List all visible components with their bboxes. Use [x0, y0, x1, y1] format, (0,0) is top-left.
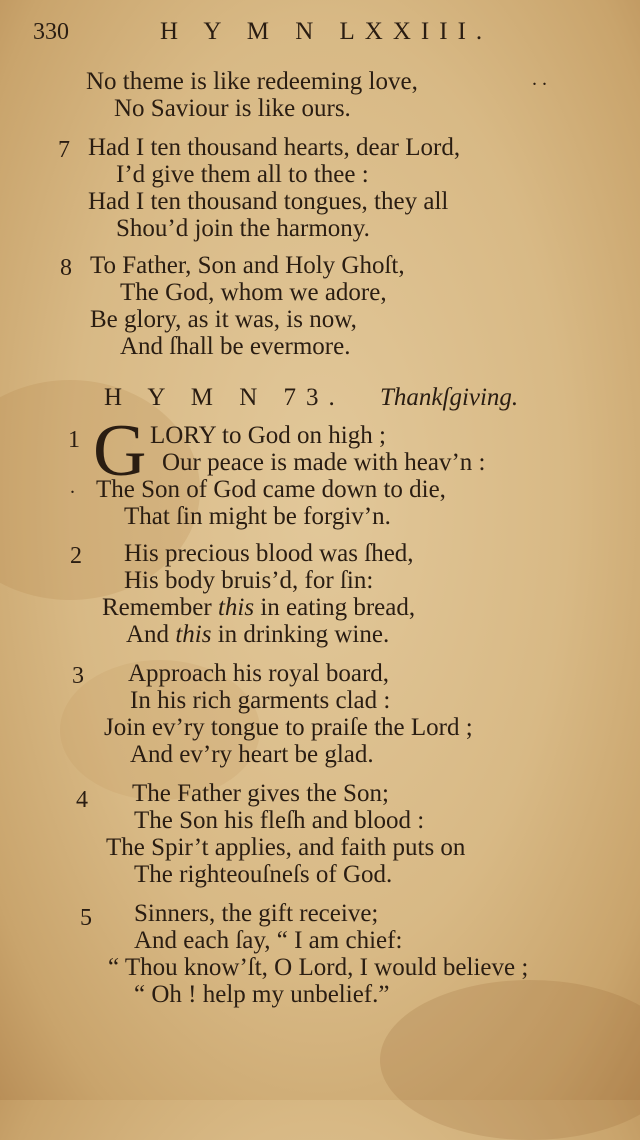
verse-line: And ev’ry heart be glad.	[130, 741, 374, 768]
emphasis-text: this	[175, 621, 212, 648]
stanza-number: 3	[72, 663, 84, 689]
printer-mark: . .	[532, 68, 547, 90]
verse-line	[102, 594, 415, 622]
verse-line: His body bruis’d, for ſin:	[124, 567, 374, 594]
drop-cap: G	[93, 410, 147, 492]
stanza-number: 2	[70, 543, 82, 569]
hymn-subject: Thankſgiving.	[380, 384, 519, 411]
stanza-number: 7	[58, 137, 70, 163]
verse-text: Remember	[102, 594, 218, 621]
stanza-number: 8	[60, 255, 72, 281]
verse-line: LORY to God on high ;	[150, 422, 386, 449]
hymn-heading: H Y M N 73.	[104, 384, 345, 411]
verse-line: Shou’d join the harmony.	[116, 215, 370, 242]
verse-text: in drinking wine.	[211, 621, 390, 648]
verse-line: Be glory, as it was, is now,	[90, 306, 357, 333]
verse-line: His precious blood was ſhed,	[124, 540, 414, 567]
page-number: 330	[33, 19, 69, 45]
emphasis-text: this	[217, 594, 255, 621]
verse-line: Sinners, the gift receive;	[134, 900, 379, 927]
verse-line: “ Thou know’ſt, O Lord, I would believe ;	[108, 954, 529, 981]
stanza-number: 4	[76, 787, 88, 813]
verse-line: The God, whom we adore,	[120, 279, 387, 306]
verse-line: Join ev’ry tongue to praiſe the Lord ;	[104, 714, 473, 741]
verse-line: The Son his fleſh and blood :	[134, 807, 425, 834]
verse-line: And ſhall be evermore.	[120, 333, 351, 360]
stanza-number: 1	[68, 427, 80, 453]
printer-mark: .	[70, 476, 75, 498]
verse-line: I’d give them all to thee :	[116, 161, 369, 188]
verse-line: Approach his royal board,	[128, 660, 390, 687]
verse-line: “ Oh ! help my unbelief.”	[134, 981, 390, 1008]
verse-line: Had I ten thousand tongues, they all	[88, 188, 449, 215]
verse-line: The Spir’t applies, and faith puts on	[106, 834, 466, 861]
verse-line: That ſin might be forgiv’n.	[124, 503, 391, 530]
verse-line: Had I ten thousand hearts, dear Lord,	[88, 134, 461, 161]
verse-line: And each ſay, “ I am chief:	[134, 927, 403, 954]
verse-line: Our peace is made with heav’n :	[162, 449, 486, 476]
verse-line: The Father gives the Son;	[132, 780, 389, 807]
verse-line: To Father, Son and Holy Ghoſt,	[90, 252, 405, 279]
verse-text: in eating bread,	[254, 594, 416, 621]
running-title: H Y M N LXXIII.	[160, 18, 493, 45]
verse-line: The Son of God came down to die,	[96, 476, 446, 503]
verse-line: No theme is like redeeming love,	[86, 68, 418, 95]
stanza-number: 5	[80, 905, 92, 931]
verse-line: In his rich garments clad :	[130, 687, 391, 714]
foxing-stain	[380, 980, 640, 1140]
verse-text: And	[126, 621, 176, 648]
verse-line: The righteouſneſs of God.	[134, 861, 393, 888]
verse-line: No Saviour is like ours.	[114, 95, 351, 122]
verse-line	[126, 621, 389, 649]
